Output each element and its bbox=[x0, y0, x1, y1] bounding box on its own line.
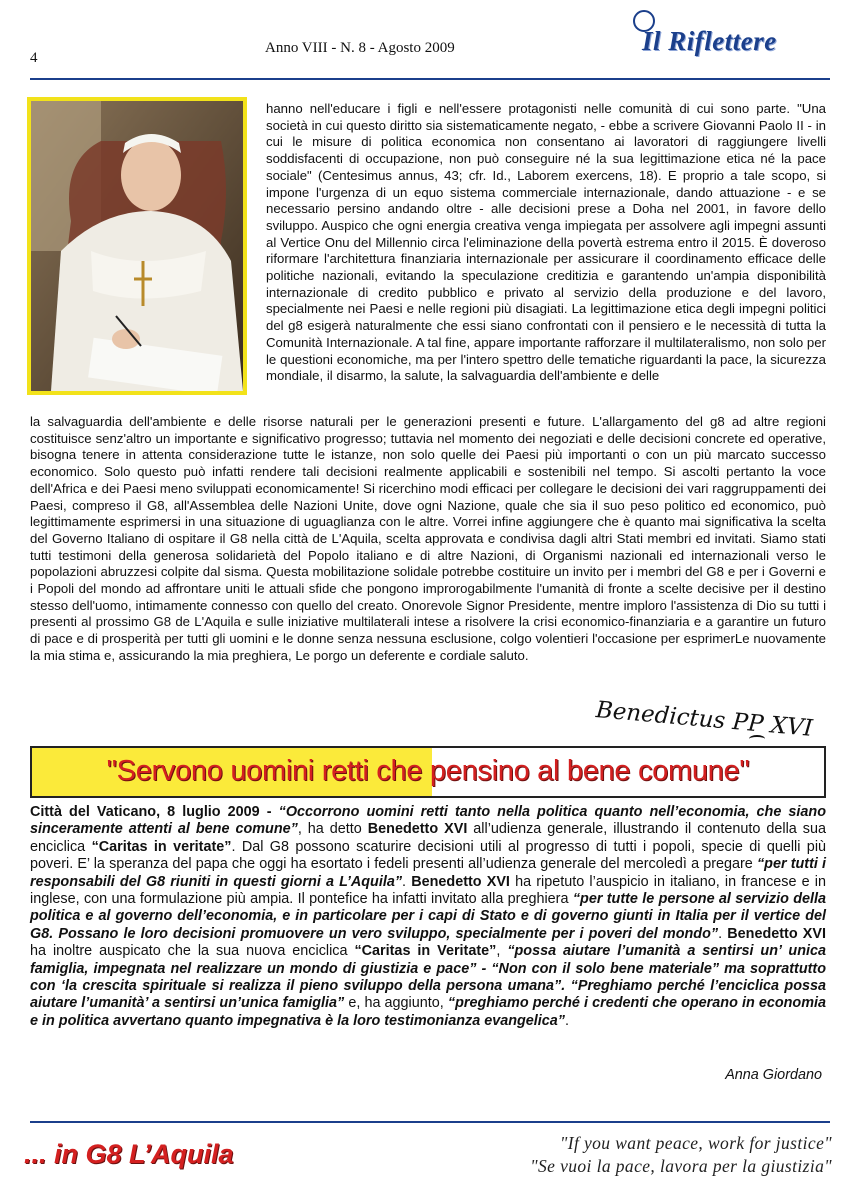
headline-banner bbox=[30, 746, 826, 798]
news-article-text bbox=[30, 804, 826, 1030]
article-segment: . bbox=[402, 873, 412, 890]
article-segment: . Dal G8 possono scaturire decisioni utili al progresso di tutti i popoli, specie di quelli più poveri. E’ la speranza del papa che oggi ha esortato i fedeli presenti all’udienza generale del mercoledì a pregare bbox=[30, 838, 827, 873]
article-segment: “possa aiutare l’umanità a sentirsi un’ unica famiglia, impegnata nel realizzare un mondo di giustizia e pace” - “Non con il solo bene materiale” ma soprattutto con ‘la crescita spirituale si realizza il pieno sviluppo della persona umana”. “Preghiamo perché l’enciclica possa aiutare l’umanità’ a sentirsi un’unica famiglia” bbox=[30, 943, 827, 1012]
photo-illustration bbox=[31, 101, 243, 391]
article-segment: . bbox=[718, 925, 728, 942]
letter-text-full-width: la salvaguardia dell'ambiente e delle risorse naturali per le generazioni presenti e future. L'allargamento del g8 ad altre regioni costituisce senz'altro un importante e significativo progresso; tuttavia nel momento dei negoziati e delle decisioni concrete ed operative, bisogna tenere in attenta considerazione tutte le istanze, non solo quelle dei Paesi più importanti o con un più marcato successo economico. Solo questo può infatti rendere tali decisioni realmente applicabili e sostenibili nel tempo. Si ascolti pertanto la voce dell'Africa e dei Paesi meno sviluppati economicamente! Si ricerchino modi efficaci per collegare le decisioni dei vari raggruppamenti dei Paesi, compreso il G8, all'Assemblea delle Nazioni Unite, dove ogni Nazione, quale che sia il suo peso politico ed economico, può legittimamente esprimersi in una situazione di uguaglianza con le altre. Vorrei infine aggiungere che è quanto mai significativa la scelta del Governo Italiano di ospitare il G8 nella città de L'Aquila, scelta approvata e condivisa dagli altri Stati membri ed invitati. Siamo stati tutti testimoni della generosa solidarietà del Popolo italiano e di altre Nazioni, di Organismi nazionali ed internazionali verso le popolazioni abruzzesi colpite dal sisma. Questa mobilitazione solidale potrebbe costituire un invito per i membri del G8 e per i Governi e i Popoli del mondo ad affrontare uniti le attuali sfide che pongono improrogabilmente l'umanità di fronte a scelte decisive per il destino stesso dell'uomo, intimamente connesso con quello del creato. Onorevole Signor Presidente, mentre imploro l'assistenza di Dio su tutti i presenti al prossimo G8 de L'Aquila e sulle iniziative multilaterali intese a risolvere la crisi economico-finanziaria e a garantire un futuro di pace e di prosperità per tutti gli uomini e le donne senza nessuna esclusione, colgo volentieri l'occasione per esprimerLe nuovamente la mia stima e, assicurando la mia preghiera, Le porgo un deferente e cordiale saluto. bbox=[30, 414, 826, 663]
footer-motto-english: "If you want peace, work for justice" bbox=[559, 1133, 832, 1153]
article-segment: Benedetto XVI bbox=[367, 821, 468, 838]
footer-divider bbox=[30, 1121, 830, 1123]
article-segment: . bbox=[565, 1012, 569, 1029]
article-segment: e, ha aggiunto, bbox=[344, 995, 448, 1012]
footer-motto-italian: "Se vuoi la pace, lavora per la giustizia" bbox=[530, 1156, 832, 1176]
article-segment: Benedetto XVI bbox=[411, 873, 510, 890]
article-segment: “Caritas in Veritate” bbox=[354, 943, 497, 960]
article-segment: “preghiamo perché i credenti che operano in economia e in politica avvertano quanto impegnativa è la loro testimonianza evangelica” bbox=[30, 995, 827, 1029]
article-segment: “Occorrono uomini retti tanto nella politica quanto nell’economia, che siano sinceramente attenti al bene comune” bbox=[30, 804, 826, 838]
page-number: 4 bbox=[30, 50, 38, 66]
footer-motto bbox=[470, 1132, 832, 1178]
article-segment: “per tutti i responsabili del G8 riuniti in questi giorni a L’Aquila” bbox=[30, 856, 827, 890]
footer-tagline: ... in G8 L’Aquila bbox=[24, 1139, 234, 1169]
pope-writing-photo bbox=[27, 97, 247, 395]
letter-text-column: hanno nell'educare i figli e nell'essere protagonisti nelle comunità di cui sono parte. "Una società in cui questo diritto sia sistematicamente negato, - ebbe a scrivere Giovanni Paolo II - in cui le misure di politica economica non consentano ai lavoratori di raggiungere livelli soddisfacenti di occupazione, non può conseguire né la sua legittimazione etica né la pace sociale" (Centesimus annus, 43; cfr. Id., Laborem exercens, 18). E proprio a tale scopo, si impone l'urgenza di un equo sistema commerciale internazionale, dando attuazione - e se necessario persino andando oltre - alle decisioni prese a Doha nel 2001, in favore dello sviluppo. Auspico che ogni energia creativa venga impiegata per assolvere agli impegni assunti al Vertice Onu del Millennio circa l'eliminazione della povertà estrema entro il 2015. È doveroso riformare l'architettura finanziaria internazionale per assicurare il coordinamento efficace delle politiche nazionali, evitando la speculazione creditizia e garantendo un'ampia disponibilità internazionale di credito pubblico e privato al servizio della produzione e del lavoro, specialmente nei Paesi e nelle regioni più disagiati. La legittimazione etica degli impegni politici del g8 esigerà naturalmente che essi siano confrontati con il pensiero e le necessità di tutta la Comunità Internazionale. A tal fine, appare importante rafforzare il multilateralismo, non solo per le questioni economiche, ma per l'intero spettro delle tematiche riguardanti la pace, la sicurezza mondiale, il disarmo, la salute, la salvaguardia dell'ambiente e delle bbox=[266, 101, 826, 384]
article-segment: Benedetto XVI bbox=[727, 925, 826, 942]
article-author: Anna Giordano bbox=[725, 1067, 822, 1083]
article-segment: “Caritas in veritate” bbox=[91, 838, 232, 855]
issue-info: Anno VIII - N. 8 - Agosto 2009 bbox=[265, 40, 455, 56]
article-segment: “per tutte le persone al servizio della politica e al governo dell’economia, e in particolare per i capi di Stato e di governo giunti in Italia per il vertice del G8. Possano le loro decisioni promuovere un vero sviluppo, specialmente per i poveri del mondo” bbox=[30, 891, 826, 942]
signature-flourish bbox=[749, 735, 765, 743]
article-segment: ha inoltre auspicato che la sua nuova enciclica bbox=[30, 943, 355, 960]
header-divider bbox=[30, 78, 830, 80]
handwritten-signature: Benedictus PP XVI bbox=[594, 697, 814, 742]
article-segment: all’udienza generale, illustrando il contenuto della sua enciclica bbox=[30, 821, 826, 855]
article-segment: Città del Vaticano, 8 luglio 2009 - bbox=[30, 804, 279, 820]
article-segment: ha ripetuto l’auspicio in italiano, in francese e in inglese, con una formulazione più ampia. Il pontefice ha infatti invitato alla preghiera bbox=[30, 873, 826, 908]
headline: "Servono uomini retti che pensino al bene comune" bbox=[106, 755, 750, 787]
article-segment: , ha detto bbox=[297, 821, 368, 838]
page-header bbox=[0, 0, 856, 80]
logo-text: Il Riflettere bbox=[642, 26, 777, 56]
article-segment: , bbox=[496, 943, 508, 960]
magazine-logo bbox=[630, 8, 835, 68]
